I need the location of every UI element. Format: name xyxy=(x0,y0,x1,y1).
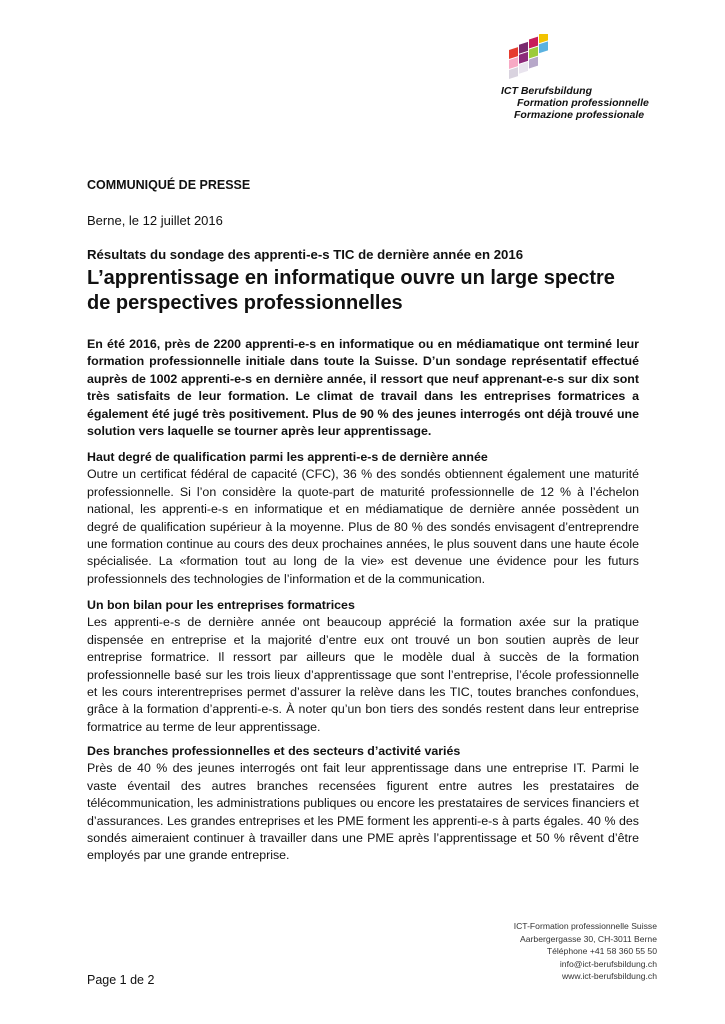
dateline: Berne, le 12 juillet 2016 xyxy=(87,213,223,228)
logo-wordmark xyxy=(501,85,649,121)
footer-email[interactable]: info@ict-berufsbildung.ch xyxy=(559,958,657,969)
section-training-companies xyxy=(87,597,639,736)
footer-website[interactable]: www.ict-berufsbildung.ch xyxy=(561,971,657,982)
footer-organization: ICT-Formation professionnelle Suisse xyxy=(513,921,657,931)
organization-logo xyxy=(501,34,671,124)
logo-line-italian: Formazione professionale xyxy=(514,109,645,121)
section-body: Près de 40 % des jeunes interrogés ont fait leur apprentissage dans une entreprise IT. Parmi le vaste éventail des autres branches recensées figurent entre autres les prestataires de télécommunication, les administrations publiques ou encore les prestataires de services financiers et d’assurances. Les grandes entreprises et les PME forment les apprenti-e-s à parts égales. 40 % des sondés aimeraient continuer à travailler dans une PME après l’apprentissage et 50 % rêvent d’être employés par une grande entreprise. xyxy=(87,761,639,863)
logo-tile xyxy=(539,41,548,53)
logo-tile xyxy=(509,47,518,59)
logo-tile xyxy=(529,37,538,49)
document-type-label: COMMUNIQUÉ DE PRESSE xyxy=(87,178,251,192)
logo-tile xyxy=(519,62,528,74)
kicker-title: Résultats du sondage des apprenti-e-s TIC de dernière année en 2016 xyxy=(87,247,524,262)
section-body: Les apprenti-e-s de dernière année ont beaucoup apprécié la formation axée sur la pratique dispensée en entreprise et la majorité d’entre eux ont trouvé un bon soutien auprès de leur entreprise formatrice. Il ressort par ailleurs que le modèle dual à succès de la formation professionnelle basé sur les trois lieux d’apprentissage que sont l’entreprise, l’école professionnelle et les cours interentreprises permet d’assurer la relève dans les TIC, toutes branches confondues, grâce à la formation d’apprenti-e-s. À noter qu’un bon tiers des sondés restent dans leur entreprise formatrice au terme de leur apprentissage. xyxy=(87,615,639,734)
logo-line-french: Formation professionnelle xyxy=(517,97,649,109)
logo-tile xyxy=(509,67,518,79)
footer-address xyxy=(514,920,657,983)
section-body: Outre un certificat fédéral de capacité (CFC), 36 % des sondés obtiennent également une maturité professionnelle. Si l’on considère la quote-part de maturité professionnelle de 12 % à l’échelon national, les apprenti-e-s en informatique et en médiamatique de dernière année possèdent un degré de qualification supérieur à la moyenne. Plus de 80 % des sondés envisagent d’entreprendre une formation continue au cours des deux prochaines années, le plus souvent dans une haute école spécialisée. La «formation tout au long de la vie» est devenue une évidence pour les futurs professionnels des technologies de l’information et de la communication. xyxy=(87,467,639,586)
ict-logo-mark-icon xyxy=(503,34,555,82)
headline: L’apprentissage en informatique ouvre un large spectre de perspectives professionnelles xyxy=(87,267,615,314)
logo-tile xyxy=(529,57,538,69)
logo-tile xyxy=(529,47,538,59)
footer-street: Aarbergergasse 30, CH-3011 Berne xyxy=(520,933,657,944)
footer-phone: Téléphone +41 58 360 55 50 xyxy=(546,946,657,957)
section-branches xyxy=(87,743,639,865)
logo-line-german: ICT Berufsbildung xyxy=(501,85,592,97)
section-heading: Des branches professionnelles et des secteurs d’activité variés xyxy=(87,744,461,758)
logo-tile xyxy=(519,52,528,64)
logo-tile xyxy=(509,57,518,69)
section-qualification xyxy=(87,449,639,588)
logo-tile xyxy=(519,42,528,54)
section-heading: Haut degré de qualification parmi les apprenti-e-s de dernière année xyxy=(87,450,488,464)
lead-paragraph: En été 2016, près de 2200 apprenti-e-s en informatique ou en médiamatique ont terminé leur formation professionnelle initiale dans toute la Suisse. D’un sondage représentatif effectué auprès de 1002 apprenti-e-s en dernière année, il ressort que neuf apprenant-e-s sur dix sont très satisfaits de leur formation. Le climat de travail dans les entreprises formatrices a également été jugé très positivement. Plus de 90 % des jeunes interrogés ont déjà trouvé une solution vers laquelle se tourner après leur apprentissage. xyxy=(87,337,639,439)
section-heading: Un bon bilan pour les entreprises formatrices xyxy=(87,598,355,612)
page-number: Page 1 de 2 xyxy=(87,973,155,987)
